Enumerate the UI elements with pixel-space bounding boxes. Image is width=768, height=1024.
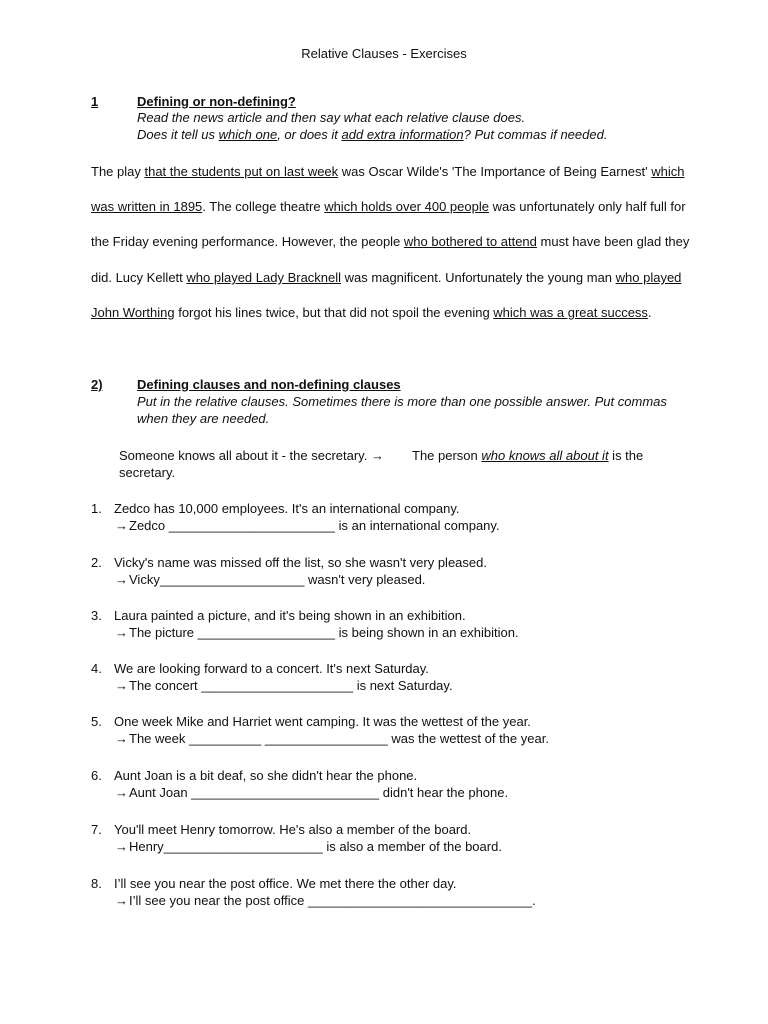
arrow-icon: → <box>115 625 128 640</box>
exercise-question: We are looking forward to a concert. It's next Saturday. <box>114 661 429 676</box>
exercise-question: Vicky's name was missed off the list, so she wasn't very pleased. <box>114 555 487 570</box>
example-question: Someone knows all about it - the secretary. → <box>119 448 384 463</box>
section-2-instruction-1: Put in the relative clauses. Sometimes there is more than one possible answer. Put commas <box>137 394 667 409</box>
exercise-answer-line <box>115 625 519 641</box>
exercise-answer-text: The concert _____________________ is next Saturday. <box>129 678 453 693</box>
exercise-question: One week Mike and Harriet went camping. It was the wettest of the year. <box>114 714 531 729</box>
section-2-instruction-2: when they are needed. <box>137 411 270 426</box>
article-line-2: was written in 1895. The college theatre which holds over 400 people was unfortunately only half full for <box>91 199 686 214</box>
page-title: Relative Clauses - Exercises <box>301 46 467 61</box>
article-line-3: the Friday evening performance. However, the people who bothered to attend must have been glad they <box>91 234 690 249</box>
arrow-icon: → <box>115 785 128 800</box>
section-1-instruction-2: Does it tell us which one, or does it add extra information? Put commas if needed. <box>137 127 608 142</box>
exercise-answer-line <box>115 893 536 909</box>
exercise-answer-line <box>115 572 425 588</box>
section-2-number: 2) <box>91 377 103 392</box>
exercise-number: 4. <box>91 661 102 676</box>
exercise-number: 3. <box>91 608 102 623</box>
article-line-4: did. Lucy Kellett who played Lady Bracknell was magnificent. Unfortunately the young man who played <box>91 270 682 285</box>
exercise-number: 2. <box>91 555 102 570</box>
article-line-5: John Worthing forgot his lines twice, but that did not spoil the evening which was a great success. <box>91 305 652 320</box>
section-1-number: 1 <box>91 94 99 109</box>
section-2-heading: Defining clauses and non-defining clauses <box>137 377 401 392</box>
exercise-answer-text: The week __________ _________________ was the wettest of the year. <box>129 731 549 746</box>
exercise-answer-line <box>115 839 502 855</box>
exercise-question: Laura painted a picture, and it's being shown in an exhibition. <box>114 608 466 623</box>
exercise-answer-line <box>115 518 500 534</box>
exercise-number: 1. <box>91 501 102 516</box>
arrow-icon: → <box>115 518 128 533</box>
exercise-question: You'll meet Henry tomorrow. He's also a member of the board. <box>114 822 472 837</box>
exercise-number: 8. <box>91 876 102 891</box>
arrow-icon: → <box>115 893 128 908</box>
exercise-question: Zedco has 10,000 employees. It's an international company. <box>114 501 460 516</box>
exercise-number: 6. <box>91 768 102 783</box>
exercise-question: I’ll see you near the post office. We met there the other day. <box>114 876 457 891</box>
exercise-answer-line <box>115 785 508 801</box>
article-line-1: The play that the students put on last week was Oscar Wilde's 'The Importance of Being Earnest' which <box>91 164 685 179</box>
section-1-heading: Defining or non-defining? <box>137 94 296 109</box>
exercise-number: 7. <box>91 822 102 837</box>
section-1-instruction-1: Read the news article and then say what each relative clause does. <box>137 110 526 125</box>
exercise-answer-line <box>115 731 549 747</box>
example-answer-continued: secretary. <box>119 465 176 480</box>
arrow-icon: → <box>115 572 128 587</box>
arrow-icon: → <box>115 678 128 693</box>
exercise-question: Aunt Joan is a bit deaf, so she didn't hear the phone. <box>114 768 418 783</box>
example-answer: The person who knows all about it is the <box>412 448 644 463</box>
exercise-answer-text: I’ll see you near the post office _______________________________. <box>129 893 536 908</box>
arrow-icon: → <box>115 731 128 746</box>
exercise-answer-text: Aunt Joan __________________________ didn't hear the phone. <box>129 785 509 800</box>
exercise-answer-line <box>115 678 453 694</box>
exercise-answer-text: Henry______________________ is also a member of the board. <box>129 839 502 854</box>
exercise-answer-text: Vicky____________________ wasn't very pleased. <box>129 572 426 587</box>
arrow-icon: → <box>115 839 128 854</box>
exercise-number: 5. <box>91 714 102 729</box>
exercise-answer-text: Zedco _______________________ is an international company. <box>129 518 500 533</box>
exercise-answer-text: The picture ___________________ is being shown in an exhibition. <box>129 625 519 640</box>
